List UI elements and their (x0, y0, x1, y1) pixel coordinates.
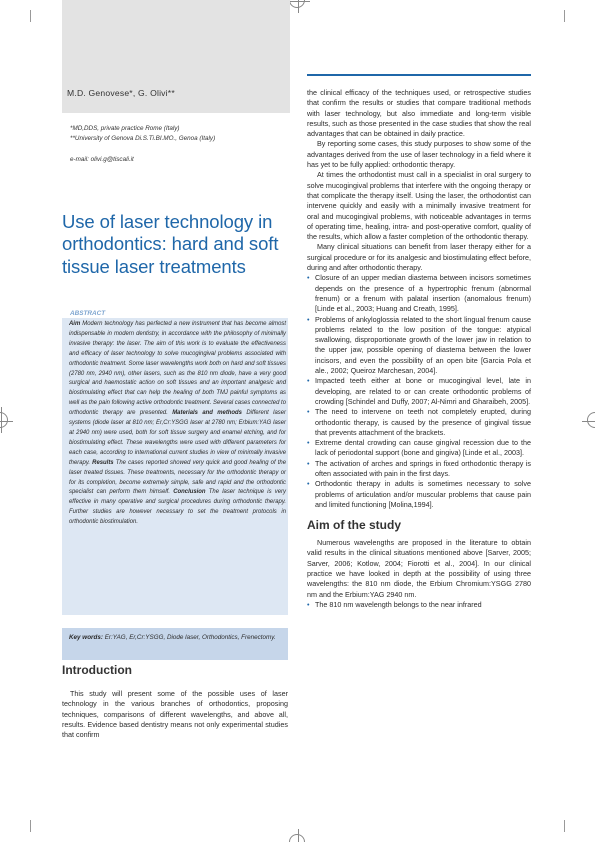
paragraph: the clinical efficacy of the techniques used, or retrospective studies that confirm the results or studies that compare traditional methods with laser technology, but also immediate and long-term visible results, such as those presented in the case studies that show the real advantages that can be obtained in daily practice. (307, 88, 531, 139)
results-label: Results (92, 459, 114, 466)
crop-mark (30, 820, 31, 832)
methods-text: Different laser systems (diode laser at 810 nm; Er,Cr:YSGG laser at 2780 nm; Erbium:YAG laser at 2940 nm) were used, both for soft tissue surgery and enamel etching, and for biostimulating effect. These wavelengths were used with different parameters for each case, according to international current studies in view of minimally invasive therapy. (69, 410, 286, 466)
abstract-label: ABSTRACT (70, 310, 106, 317)
keywords-text: Er:YAG, Er,Cr:YSGG, Diode laser, Orthodontics, Frenectomy. (102, 634, 276, 641)
aim-heading: Aim of the study (307, 518, 402, 533)
list-item: • The activation of arches and springs in fixed orthodontic therapy is often associated with pain in the first days. (307, 459, 531, 480)
paragraph: Numerous wavelengths are proposed in the literature to obtain valid results in the clinical situations mentioned above [Sarver, 2005; Sarver, 2006; Kotlow, 2004; Fiorotti et al., 2004]. In our clinical practice we have looked in depth at the possibility of using three wavelengths: the 810 nm diode, the Erbium Chromium:YSGG 2780 nm and the Erbium:YAG 2940 nm. (307, 538, 531, 599)
affiliations (70, 124, 215, 144)
aim-label: Aim (69, 321, 81, 327)
paper-title: Use of laser technology in orthodontics: hard and soft tissue laser treatments (62, 211, 279, 277)
abstract-text (69, 320, 286, 528)
keywords-label: Key words: (69, 634, 103, 641)
authors: M.D. Genovese*, G. Olivi** (67, 88, 175, 98)
list-item: • Impacted teeth either at bone or mucogingival level, late in developing, are related to or can create orthodontic problems of crowding [Schindel and Duffy, 2007; Al-Nimri and Gharaibeh, 2005]. (307, 376, 531, 407)
paragraph: By reporting some cases, this study purposes to show some of the advantages derived from the use of laser technology in a field where it has yet to be fully applied: orthodontic therapy. (307, 139, 531, 170)
list-item: • Orthodontic therapy in adults is sometimes necessary to solve problems of articulation and/or muscular problems that cause pain and limited functioning [Molina,1994]. (307, 479, 531, 510)
methods-label: Materials and methods (172, 410, 242, 417)
introduction-heading: Introduction (62, 663, 132, 677)
list-item: • Problems of ankyloglossia related to the short lingual frenum cause problems related to the low position of the tongue: atypical swallowing, disproportionate growth of the lower jaw in relation to the upper jaw, possible opening of diastema between the lower incisors, and even the possibility of an open bite [Garcia Pola et ale., 2002; Queiroz Marchesan, 2004]. (307, 315, 531, 377)
indications-list (307, 273, 531, 510)
results-text: The cases reported showed very quick and good healing of the laser treated tissues. These treatments, necessary for the orthodontic therapy or for its completion, become extremely simple, safe and rapid and the orthodontic specialist can perform them himself. (69, 459, 286, 496)
crop-mark (564, 10, 565, 22)
email: e-mail: olivi.g@tiscali.it (70, 156, 134, 163)
crop-mark (564, 820, 565, 832)
list-item: • The 810 nm wavelength belongs to the near infrared (307, 600, 531, 610)
paragraph: At times the orthodontist must call in a specialist in oral surgery to solve mucogingival problems that interfere with the ongoing therapy or that complicate the therapy itself. Using the laser, the orthodontist can intervene quickly and easily with a minimally invasive treatment for oral and mucogingival problems, with noticeable advantages in terms of operating time, healing, intra- and post-operative comfort, quality of the results, which allow a faster completion of the orthodontic therapy. (307, 170, 531, 242)
paragraph: Many clinical situations can benefit from laser therapy either for a surgical procedure or for its analgesic and biostimulating effect before, during and after orthodontic therapy. (307, 242, 531, 273)
affiliation-1: *MD,DDS, private practice Rome (Italy) (70, 125, 180, 132)
column-rule (307, 74, 531, 76)
registration-mark-left (0, 412, 8, 428)
conclusion-text: The laser technique is very effective in many operative and surgical procedures during orthodontic therapy. Further studies are however necessary to set the treatment protocols in orthodontic biostimulation. (69, 489, 287, 526)
list-item: • The need to intervene on teeth not completely erupted, during orthodontic therapy, is caused by the presence of gingival tissue that prevents attachment of the brackets. (307, 407, 531, 438)
aim-text: Modern technology has perfected a new instrument that has become almost indispensable in modern dentistry, in accordance with the philosophy of minimally invasive therapy: the laser. The aim of this work is to evaluate the effectiveness and efficacy of laser technology to solve mucogingival problems associated with orthodontic treatment. Some laser wavelengths work both on hard and soft tissues (2780 nm, 2940 nm), other lasers, such as the 810 nm diode, have a very good surgical and haemostatic action on soft tissues and an important analgesic and biostimulating effect that can help the healing of both TMJ painful symptoms as well as the pain following active orthodontic treatment. Several cases connected to orthodontic therapy are presented. (69, 321, 286, 417)
registration-mark-top (289, 0, 305, 8)
introduction-paragraph: This study will present some of the possible uses of laser technology in the various branches of orthodontics, proposing techniques, comparisons of different wavelengths, and above all, results. Evidence based dentistry means not only experimental studies that confirm (62, 689, 288, 740)
keywords (69, 633, 284, 643)
crop-mark (30, 10, 31, 22)
introduction-text (62, 689, 288, 740)
registration-mark-right (587, 412, 595, 428)
conclusion-label: Conclusion (173, 489, 206, 496)
list-item: • Closure of an upper median diastema between incisors sometimes depends on the presence of a hypertrophic frenum (abnormal frenum) or a frenum with palatal insertion (anomalous frenum) [Linde et al., 2003; Huang and Creath, 1995]. (307, 273, 531, 314)
affiliation-2: **University of Genova Di.S.Ti.BI.MO., Genoa (Italy) (70, 135, 216, 142)
registration-mark-bottom (289, 834, 305, 842)
right-column (307, 88, 531, 610)
list-item: • Extreme dental crowding can cause gingival recession due to the lack of periodontal support (bone and gingiva) [Linde et al., 2003]. (307, 438, 531, 459)
wavelength-list (307, 600, 531, 610)
